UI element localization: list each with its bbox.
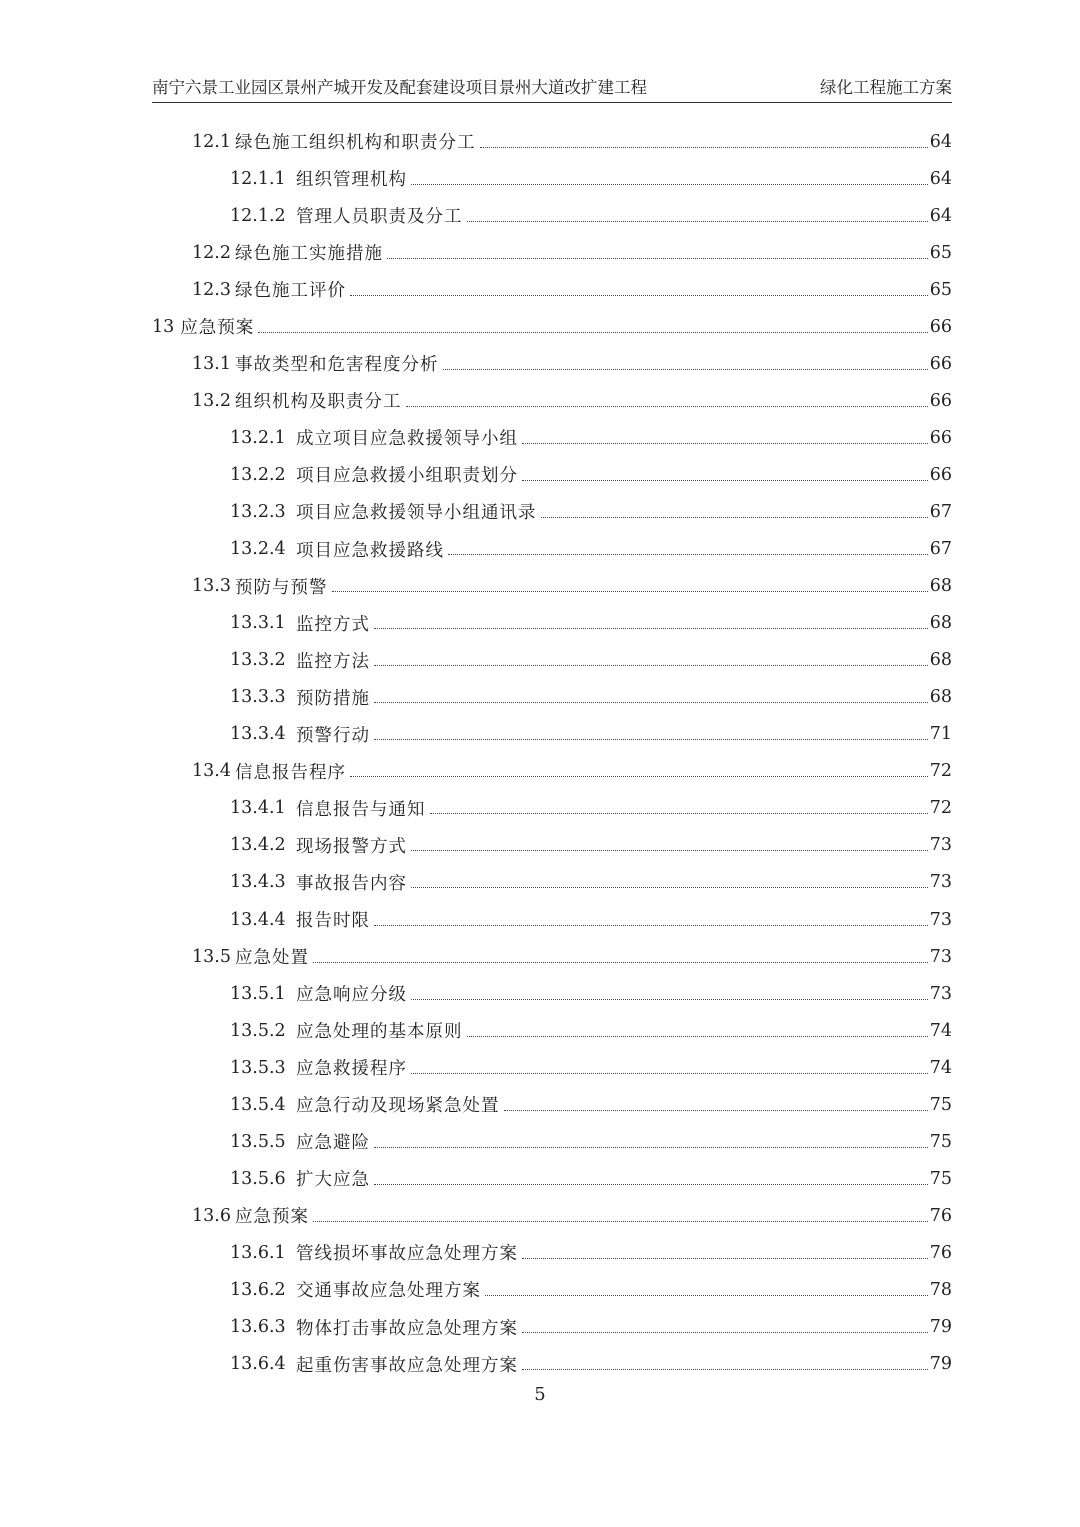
toc-entry-number: 13.6.4 [230,1354,286,1375]
toc-entry-page: 74 [929,1020,952,1041]
toc-dot-leader [522,442,928,444]
toc-entry-title: 组织机构及职责分工 [235,392,402,413]
toc-entry-title: 项目应急救援路线 [296,540,444,561]
toc-entry-number: 13 [152,316,175,337]
toc-entry-title: 事故类型和危害程度分析 [235,355,439,376]
toc-entry-page: 75 [929,1094,952,1115]
toc-entry-page: 75 [929,1131,952,1152]
toc-entry-title: 扩大应急 [296,1170,370,1191]
toc-entry-title: 应急预案 [180,318,255,339]
toc-dot-leader [313,1220,928,1222]
toc-entry-number: 13.2.3 [230,501,286,522]
toc-entry-page: 66 [929,353,952,374]
toc-dot-leader [430,812,928,814]
toc-dot-leader [332,590,928,592]
toc-entry-number: 13.5.6 [230,1168,286,1189]
toc-entry-number: 13.4.1 [230,798,286,819]
toc-entry[interactable] [152,160,952,197]
toc-entry[interactable] [152,419,952,456]
toc-entry[interactable] [152,901,952,938]
toc-entry-page: 72 [929,798,952,819]
toc-entry-title: 现场报警方式 [296,836,407,857]
toc-dot-leader [411,886,928,888]
toc-entry-page: 66 [929,427,952,448]
toc-entry-title: 管线损坏事故应急处理方案 [296,1244,518,1265]
toc-entry-title: 预防与预警 [235,577,328,598]
toc-entry[interactable] [152,271,952,308]
toc-entry-number: 12.1.2 [230,205,286,226]
toc-entry-title: 项目应急救援小组职责划分 [296,466,518,487]
toc-dot-leader [387,257,928,259]
toc-dot-leader [443,368,928,370]
toc-entry[interactable] [152,1123,952,1160]
toc-entry-title: 预防措施 [296,688,370,709]
toc-entry-number: 13.6.3 [230,1317,286,1338]
toc-entry-page: 78 [929,1279,952,1300]
toc-entry[interactable] [152,827,952,864]
toc-entry[interactable] [152,1309,952,1346]
toc-entry-title: 监控方式 [296,614,370,635]
toc-entry-page: 73 [929,909,952,930]
toc-dot-leader [411,183,928,185]
toc-entry-number: 13.5.4 [230,1094,286,1115]
toc-entry-page: 76 [929,1205,952,1226]
toc-dot-leader [522,1368,928,1370]
toc-entry-number: 13.3 [192,576,231,597]
toc-entry-title: 绿色施工组织机构和职责分工 [235,133,476,154]
toc-entry-page: 67 [929,501,952,522]
toc-entry[interactable] [152,1234,952,1271]
toc-entry-title: 绿色施工评价 [235,281,346,302]
toc-entry[interactable] [152,382,952,419]
toc-entry-number: 13.3.3 [230,687,286,708]
toc-entry-title: 应急处理的基本原则 [296,1022,463,1043]
toc-entry-number: 12.3 [192,279,231,300]
toc-entry-page: 68 [929,650,952,671]
toc-entry-title: 应急避险 [296,1133,370,1154]
page-header [152,74,952,103]
toc-entry-title: 预警行动 [296,725,370,746]
toc-entry-number: 13.5 [192,946,231,967]
toc-dot-leader [374,1146,928,1148]
toc-dot-leader [411,1072,928,1074]
toc-entry-page: 65 [929,279,952,300]
toc-dot-leader [313,961,928,963]
toc-dot-leader [480,146,928,148]
toc-entry[interactable] [152,308,952,345]
toc-entry[interactable] [152,1049,952,1086]
toc-entry-number: 12.1 [192,131,231,152]
toc-entry[interactable] [152,605,952,642]
toc-entry-page: 64 [929,205,952,226]
toc-dot-leader [406,405,928,407]
toc-entry[interactable] [152,790,952,827]
toc-entry-number: 12.2 [192,242,231,263]
toc-entry[interactable] [152,864,952,901]
toc-entry[interactable] [152,197,952,234]
toc-dot-leader [350,294,928,296]
toc-entry[interactable] [152,716,952,753]
toc-entry[interactable] [152,123,952,160]
toc-entry[interactable] [152,1160,952,1197]
toc-entry-title: 报告时限 [296,911,370,931]
toc-entry-title: 应急处置 [235,948,309,969]
toc-entry-page: 68 [929,687,952,708]
toc-entry-number: 13.3.4 [230,724,286,745]
toc-dot-leader [411,849,928,851]
toc-dot-leader [522,479,928,481]
toc-entry-number: 13.2.2 [230,464,286,485]
toc-dot-leader [258,331,927,333]
toc-entry-title: 监控方法 [296,651,370,672]
toc-entry-page: 72 [929,761,952,782]
toc-entry[interactable] [152,1346,952,1383]
toc-entry-title: 应急预案 [235,1207,309,1228]
toc-entry-title: 组织管理机构 [296,170,407,191]
toc-entry[interactable] [152,642,952,679]
toc-dot-leader [522,1257,928,1259]
toc-entry-page: 76 [929,1242,952,1263]
toc-entry[interactable] [152,1086,952,1123]
header-project-title: 南宁六景工业园区景州产城开发及配套建设项目景州大道改扩建工程 [152,78,647,97]
toc-dot-leader [374,924,928,926]
toc-entry-page: 65 [929,242,952,263]
toc-entry-page: 79 [929,1354,952,1375]
toc-entry-number: 13.3.1 [230,613,286,634]
toc-entry-number: 12.1.1 [230,168,286,189]
toc-entry[interactable] [152,456,952,493]
toc-entry-title: 应急行动及现场紧急处置 [296,1096,500,1117]
toc-entry-page: 64 [929,131,952,152]
header-document-title: 绿化工程施工方案 [820,78,952,97]
toc-entry-page: 66 [929,316,952,337]
toc-entry-title: 事故报告内容 [296,873,407,894]
toc-dot-leader [541,516,928,518]
toc-dot-leader [411,998,928,1000]
toc-entry-number: 13.5.1 [230,983,286,1004]
toc-entry-number: 13.4.2 [230,835,286,856]
toc-entry[interactable] [152,345,952,382]
toc-entry[interactable] [152,975,952,1012]
toc-entry-number: 13.5.3 [230,1057,286,1078]
toc-dot-leader [504,1109,928,1111]
page-number: 5 [534,1384,546,1405]
toc-entry-number: 13.2.1 [230,427,286,448]
toc-dot-leader [467,220,928,222]
table-of-contents [152,123,952,1383]
toc-entry-page: 64 [929,168,952,189]
toc-entry-page: 68 [929,576,952,597]
toc-entry-page: 68 [929,613,952,634]
toc-entry-title: 应急响应分级 [296,985,407,1006]
toc-entry-page: 79 [929,1317,952,1338]
toc-entry-number: 13.4.4 [230,909,286,930]
toc-entry-number: 13.4.3 [230,872,286,893]
toc-entry[interactable] [152,1271,952,1308]
toc-entry-title: 成立项目应急救援领导小组 [296,429,518,450]
toc-entry[interactable] [152,493,952,530]
toc-entry[interactable] [152,531,952,568]
toc-entry-number: 13.3.2 [230,650,286,671]
toc-entry-title: 应急救援程序 [296,1059,407,1080]
toc-entry-page: 73 [929,835,952,856]
toc-entry[interactable] [152,1012,952,1049]
toc-entry-number: 13.6 [192,1205,231,1226]
toc-dot-leader [374,627,928,629]
toc-entry[interactable] [152,753,952,790]
toc-dot-leader [467,1035,928,1037]
toc-entry[interactable] [152,234,952,271]
toc-entry-page: 73 [929,872,952,893]
toc-entry[interactable] [152,679,952,716]
toc-dot-leader [374,701,928,703]
toc-entry-number: 13.1 [192,353,231,374]
toc-entry-number: 13.6.2 [230,1279,286,1300]
toc-dot-leader [522,1331,928,1333]
toc-entry-title: 信息报告程序 [235,762,346,783]
toc-entry-title: 信息报告与通知 [296,799,426,820]
toc-entry-title: 物体打击事故应急处理方案 [296,1318,518,1339]
toc-entry-page: 66 [929,390,952,411]
toc-entry[interactable] [152,1197,952,1234]
toc-entry-page: 74 [929,1057,952,1078]
toc-dot-leader [485,1294,928,1296]
toc-entry-page: 73 [929,983,952,1004]
toc-entry-number: 13.2 [192,390,231,411]
toc-entry-number: 13.4 [192,761,231,782]
toc-entry-number: 13.5.2 [230,1020,286,1041]
toc-entry-page: 66 [929,464,952,485]
toc-entry-title: 绿色施工实施措施 [235,244,383,265]
toc-dot-leader [374,664,928,666]
toc-entry-title: 管理人员职责及分工 [296,207,463,228]
toc-entry-page: 75 [929,1168,952,1189]
toc-entry-title: 交通事故应急处理方案 [296,1281,481,1302]
toc-entry-number: 13.5.5 [230,1131,286,1152]
toc-dot-leader [448,553,928,555]
toc-entry-title: 项目应急救援领导小组通讯录 [296,503,537,524]
toc-entry-title: 起重伤害事故应急处理方案 [296,1355,518,1376]
toc-entry[interactable] [152,568,952,605]
toc-entry-number: 13.2.4 [230,539,286,560]
toc-dot-leader [350,775,928,777]
toc-dot-leader [374,1183,928,1185]
toc-entry-page: 67 [929,539,952,560]
toc-entry-page: 71 [929,724,952,745]
toc-dot-leader [374,738,928,740]
toc-entry-page: 73 [929,946,952,967]
toc-entry-number: 13.6.1 [230,1242,286,1263]
toc-entry[interactable] [152,938,952,975]
